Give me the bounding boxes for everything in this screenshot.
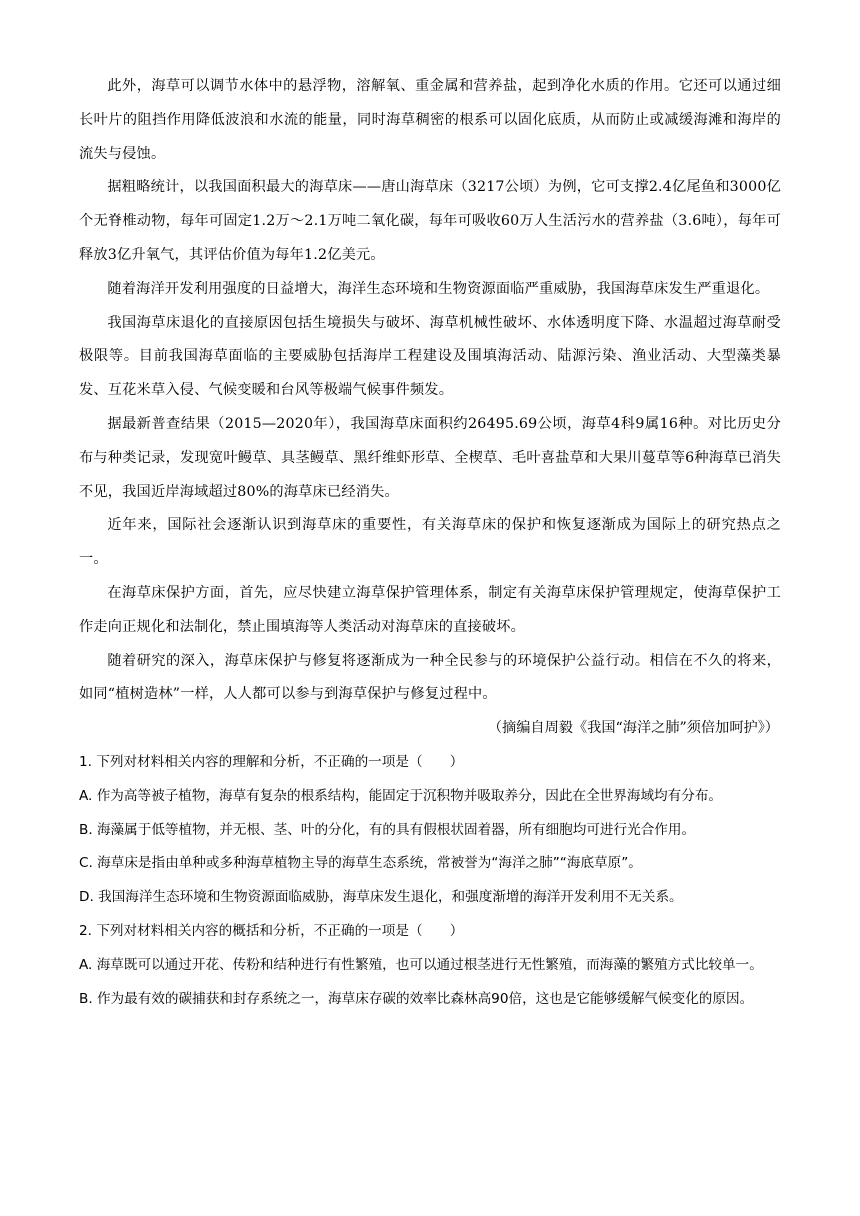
answer-option-b: B. 作为最有效的碳捕获和封存系统之一，海草床存碳的效率比森林高90倍，这也是它能够缓解气候变化的原因。 (79, 990, 754, 1007)
article-paragraph: 据粗略统计，以我国面积最大的海草床——唐山海草床（3217公顷）为例，它可支撑2.4亿尾鱼和3000亿个无脊椎动物，每年可固定1.2万～2.1万吨二氧化碳，每年可吸收60万人生活污水的营养盐（3.6吨），每年可释放3亿升氧气，其评估价值为每年1.2亿美元。 (79, 179, 781, 263)
article-paragraph: 随着海洋开发利用强度的日益增大，海洋生态环境和生物资源面临严重威胁，我国海草床发生严重退化。 (107, 280, 770, 297)
article-paragraph: 据最新普查结果（2015—2020年），我国海草床面积约26495.69公顷，海草4科9属16种。对比历史分布与种类记录，发现宽叶鳗草、具茎鳗草、黑纤维虾形草、全楔草、毛叶喜盐草和大果川蔓草等6种海草已消失不见，我国近岸海域超过80%的海草床已经消失。 (79, 415, 781, 500)
answer-option-c: C. 海草床是指由单种或多种海草植物主导的海草生态系统，常被誉为“海洋之肺”“海底草原”。 (79, 855, 642, 872)
question-1 (79, 746, 781, 915)
article-body (79, 70, 781, 746)
article-paragraph: 我国海草床退化的直接原因包括生境损失与破坏、海草机械性破坏、水体透明度下降、水温超过海草耐受极限等。目前我国海草面临的主要威胁包括海岸工程建设及围填海活动、陆源污染、渔业活动、大型藻类暴发、互花米草入侵、气候变暖和台风等极端气候事件频发。 (79, 314, 781, 399)
article-paragraph: 在海草床保护方面，首先，应尽快建立海草保护管理体系，制定有关海草床保护管理规定，使海草保护工作走向正规化和法制化，禁止围填海等人类活动对海草床的直接破坏。 (79, 584, 781, 635)
article-paragraph: 此外，海草可以调节水体中的悬浮物，溶解氧、重金属和营养盐，起到净化水质的作用。它还可以通过细长叶片的阻挡作用降低波浪和水流的能量，同时海草稠密的根系可以固化底质，从而防止或减缓海滩和海岸的流失与侵蚀。 (79, 78, 781, 162)
answer-option-a: A. 海草既可以通过开花、传粉和结种进行有性繁殖，也可以通过根茎进行无性繁殖，而海藻的繁殖方式比较单一。 (79, 956, 763, 973)
answer-option-b: B. 海藻属于低等植物，并无根、茎、叶的分化，有的具有假根状固着器，所有细胞均可进行光合作用。 (79, 821, 696, 838)
article-source: （摘编自周毅《我国“海洋之肺”须倍加呵护》） (487, 720, 779, 737)
document-page (79, 70, 781, 1016)
question-stem: 1. 下列对材料相关内容的理解和分析，不正确的一项是（ ） (79, 753, 464, 770)
article-paragraph: 随着研究的深入，海草床保护与修复将逐渐成为一种全民参与的环境保护公益行动。相信在不久的将来，如同“植树造林”一样，人人都可以参与到海草保护与修复过程中。 (79, 652, 781, 703)
article-paragraph: 近年来，国际社会逐渐认识到海草床的重要性，有关海草床的保护和恢复逐渐成为国际上的研究热点之一。 (79, 517, 781, 568)
answer-option-d: D. 我国海洋生态环境和生物资源面临威胁，海草床发生退化，和强度渐增的海洋开发利用不无关系。 (79, 889, 683, 906)
question-stem: 2. 下列对材料相关内容的概括和分析，不正确的一项是（ ） (79, 922, 464, 939)
answer-option-a: A. 作为高等被子植物，海草有复杂的根系结构，能固定于沉积物并吸取养分，因此在全世界海域均有分布。 (79, 787, 723, 804)
question-2 (79, 915, 781, 1016)
